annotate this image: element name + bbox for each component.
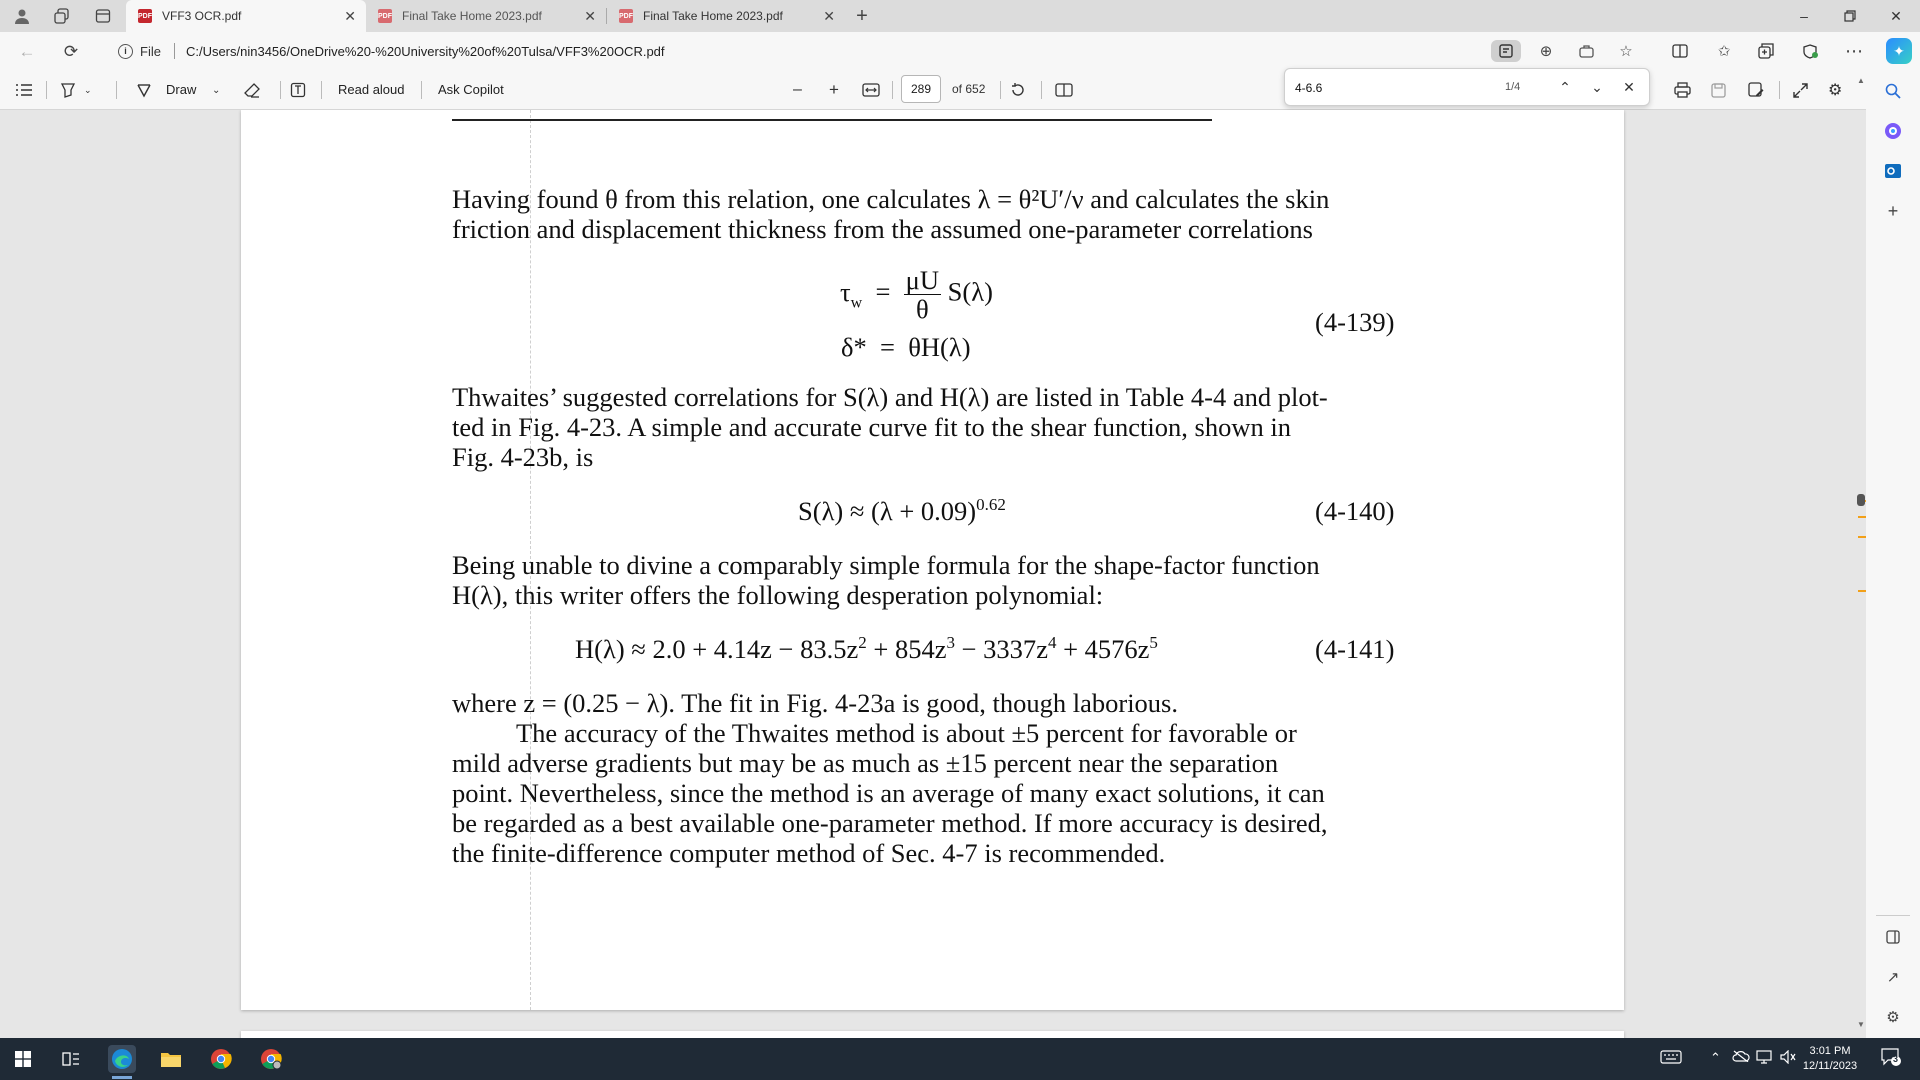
draw-icon[interactable] [136,80,152,100]
equation-text: S(λ) ≈ (λ + 0.09) [798,496,977,526]
info-icon[interactable]: i [118,44,133,59]
tab-vff3-ocr[interactable] [126,0,366,32]
minimize-icon[interactable]: – [1800,8,1808,24]
zoom-out-button[interactable]: – [793,81,802,98]
find-input[interactable] [1293,76,1477,100]
text-line: friction and displacement thickness from the assumed one-parameter correlations [452,214,1313,244]
add-text-icon[interactable] [290,80,306,100]
sidebar-settings-icon[interactable]: ⚙ [1886,1009,1900,1026]
ask-copilot-button[interactable]: Ask Copilot [438,82,504,97]
equation-number: (4-140) [1315,496,1395,526]
equation-4-139-shear: $\tau_w$ = $\frac{\mu U}{\theta}$ S(λ) [840,265,993,324]
text-line: where z = (0.25 − λ). The fit in Fig. 4-23a is good, though laborious. [452,688,1178,718]
draw-button[interactable]: Draw [166,82,197,97]
toolbar-separator [116,81,117,99]
favorite-star-icon[interactable]: ☆ [1619,43,1633,60]
browser-essentials-icon[interactable] [1798,40,1822,62]
more-options-icon[interactable]: ⋯ [1845,40,1863,61]
system-clock[interactable] [1800,1044,1860,1074]
toolbar-separator [1779,81,1780,99]
find-bar [1284,68,1650,106]
show-hidden-icons-icon[interactable]: ⌃ [1710,1050,1721,1065]
pdf-file-icon: PDF [378,9,392,23]
text-line: H(λ), this writer offers the following desperation polynomial: [452,580,1104,610]
zoom-in-button[interactable]: + [829,80,839,99]
close-window-icon[interactable]: ✕ [1890,7,1902,24]
restore-icon[interactable] [1840,6,1860,26]
paragraph-5 [452,718,1402,868]
scroll-down-icon[interactable]: ▼ [1857,1020,1865,1029]
toolbar-separator [421,81,422,99]
close-tab-icon[interactable]: ✕ [344,8,356,24]
search-icon[interactable] [1882,80,1904,102]
paragraph-2 [452,382,1402,472]
clock-date: 12/11/2023 [1802,1060,1858,1072]
network-icon[interactable] [1756,1050,1772,1067]
volume-muted-icon[interactable] [1780,1050,1796,1067]
collections-icon[interactable] [1754,40,1778,62]
copilot-icon[interactable]: ✦ [1886,38,1912,64]
new-tab-icon[interactable]: + [856,4,868,27]
tab-title: Final Take Home 2023.pdf [643,9,783,23]
windows-taskbar [0,1038,1920,1080]
chevron-down-icon[interactable]: ⌄ [212,84,221,96]
task-view-icon[interactable] [58,1046,84,1072]
next-result-icon[interactable]: ⌄ [1591,78,1603,95]
address-bar [0,32,1920,70]
text-line: ted in Fig. 4-23. A simple and accurate curve fit to the shear function, shown in [452,412,1291,442]
equation-4-139-displacement: δ* = θH(λ) [841,332,971,362]
active-app-indicator [112,1076,132,1079]
read-aloud-button[interactable]: Read aloud [338,82,405,97]
refresh-icon[interactable]: ⟳ [63,42,79,61]
equation-4-140 [798,496,1006,527]
text-line: The accuracy of the Thwaites method is about ±5 percent for favorable or [516,718,1297,748]
paragraph-1 [452,184,1402,244]
chevron-down-icon[interactable]: ⌄ [84,84,92,95]
chrome-icon[interactable] [208,1046,234,1072]
edge-taskbar-icon[interactable] [108,1045,136,1073]
sidebar-divider [1876,915,1910,916]
add-sidebar-app-icon[interactable]: + [1887,200,1899,221]
app-available-icon[interactable] [1574,40,1598,62]
pdf-viewport[interactable] [0,110,1866,1038]
text-line: Thwaites’ suggested correlations for S(λ) and H(λ) are listed in Table 4-4 and plot- [452,382,1328,412]
tab-final-take-home-1[interactable] [366,0,606,32]
search-hit-marker [1858,590,1866,592]
profile-icon[interactable] [12,6,32,26]
rotate-icon[interactable] [1010,80,1026,100]
tab-title: Final Take Home 2023.pdf [402,9,542,23]
fullscreen-icon[interactable] [1793,80,1808,100]
notification-center-icon[interactable] [1880,1047,1902,1070]
onedrive-icon[interactable] [1732,1050,1750,1065]
scheme-label: File [140,43,161,59]
chrome-profile-icon[interactable] [258,1046,284,1072]
file-explorer-icon[interactable] [158,1046,184,1072]
windows-start-icon[interactable] [10,1046,36,1072]
outlook-icon[interactable] [1882,160,1904,182]
back-icon[interactable]: ← [18,42,36,61]
previous-result-icon[interactable]: ⌃ [1559,78,1571,95]
immersive-reader-icon[interactable] [1491,40,1521,62]
close-tab-icon[interactable]: ✕ [823,8,835,24]
toolbar-separator [1041,81,1042,99]
close-tab-icon[interactable]: ✕ [584,8,596,24]
equation-exponent: 0.62 [976,495,1006,515]
pdf-file-icon: PDF [619,9,633,23]
tab-bar [0,0,1920,32]
toolbar-separator [280,81,281,99]
keyboard-icon[interactable] [1660,1050,1682,1067]
next-pdf-page [241,1031,1624,1038]
edge-sidebar [1866,70,1920,1038]
equation-number: (4-139) [1315,307,1395,337]
print-icon[interactable] [1674,80,1691,100]
paragraph-4 [452,688,1402,718]
address-field[interactable] [118,43,665,59]
hide-sidebar-icon[interactable] [1882,926,1904,948]
table-rule [452,119,1212,121]
find-result-count: 1/4 [1505,81,1521,93]
pdf-file-icon: PDF [138,9,152,23]
tab-final-take-home-2[interactable] [607,0,845,32]
page-total: of 652 [952,82,986,96]
split-screen-icon[interactable] [1668,40,1692,62]
address-separator [174,43,175,59]
toolbar-separator [46,81,47,99]
toolbar-separator [321,81,322,99]
copilot-sidebar-icon[interactable] [1882,120,1904,142]
text-line: Having found θ from this relation, one calculates λ = θ²U′/ν and calculates the skin [452,184,1330,214]
text-line: Being unable to divine a comparably simple formula for the shape-factor function [452,550,1320,580]
page-number-input[interactable]: 289 [901,75,941,103]
fit-to-width-icon[interactable] [862,80,880,100]
search-hit-marker [1858,516,1866,518]
text-line: be regarded as a best available one-parameter method. If more accuracy is desired, [452,808,1328,838]
zoom-icon[interactable]: ⊕ [1539,43,1553,60]
toolbar-separator [1000,81,1001,99]
table-of-contents-icon[interactable] [15,80,33,100]
tab-title: VFF3 OCR.pdf [162,9,242,23]
workspaces-icon[interactable] [52,6,72,26]
highlight-icon[interactable] [60,80,92,100]
text-line: Fig. 4-23b, is [452,442,594,472]
pdf-page [241,110,1624,1010]
search-hit-marker [1858,536,1866,538]
toolbar-separator [892,81,893,99]
url-text[interactable]: C:/Users/nin3456/OneDrive%20-%20University%20of%20Tulsa/VFF3%20OCR.pdf [185,43,665,59]
clock-time: 3:01 PM [1809,1045,1851,1057]
settings-gear-icon[interactable]: ⚙ [1828,82,1843,99]
page-view-icon[interactable] [1055,80,1073,100]
equation-4-141: $H(\lambda) \approx 2.0 + 4.14z - 83.5z^2 + 854z^3 - 3337z^4 + 4576z^5$ [575,633,1158,664]
save-as-icon[interactable] [1748,80,1764,100]
external-link-icon[interactable]: ↗ [1886,969,1900,986]
eraser-icon[interactable] [244,80,261,100]
vertical-scrollbar[interactable] [1856,76,1866,1038]
tab-actions-icon[interactable] [93,6,113,26]
text-line: the finite-difference computer method of Sec. 4-7 is recommended. [452,838,1166,868]
save-icon[interactable] [1711,80,1726,100]
text-line: point. Nevertheless, since the method is an average of many exact solutions, it can [452,778,1325,808]
scrollbar-thumb[interactable] [1857,494,1865,506]
favorites-icon[interactable]: ✩ [1717,43,1731,60]
notification-count: 3 [1893,1054,1899,1064]
paragraph-3 [452,550,1402,610]
scroll-up-icon[interactable]: ▲ [1857,76,1865,85]
close-find-icon[interactable]: ✕ [1623,78,1635,95]
equation-number: (4-141) [1315,634,1395,664]
text-line: mild adverse gradients but may be as much as ±15 percent near the separation [452,748,1279,778]
